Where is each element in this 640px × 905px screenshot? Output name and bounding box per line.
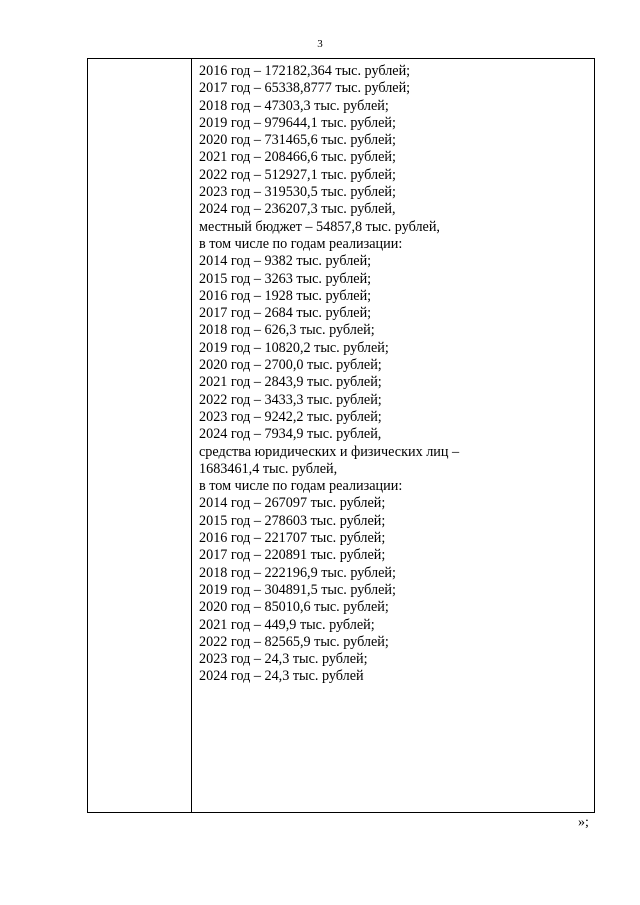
financing-line: 2019 год – 10820,2 тыс. рублей; bbox=[199, 339, 389, 356]
financing-line: 2019 год – 979644,1 тыс. рублей; bbox=[199, 114, 396, 131]
financing-line: 2019 год – 304891,5 тыс. рублей; bbox=[199, 581, 396, 598]
financing-line: 2017 год – 220891 тыс. рублей; bbox=[199, 547, 386, 564]
financing-line: 2020 год – 85010,6 тыс. рублей; bbox=[199, 599, 389, 616]
financing-line: 2014 год – 9382 тыс. рублей; bbox=[199, 253, 372, 270]
financing-line: 1683461,4 тыс. рублей, bbox=[199, 460, 338, 477]
table-left-cell bbox=[88, 59, 191, 812]
financing-line: 2022 год – 512927,1 тыс. рублей; bbox=[199, 166, 396, 183]
financing-line: 2015 год – 278603 тыс. рублей; bbox=[199, 512, 386, 529]
financing-line: в том числе по годам реализации: bbox=[199, 478, 403, 495]
column-divider bbox=[191, 59, 192, 812]
financing-line: 2023 год – 9242,2 тыс. рублей; bbox=[199, 408, 382, 425]
financing-line: 2016 год – 221707 тыс. рублей; bbox=[199, 530, 386, 547]
financing-line: 2017 год – 2684 тыс. рублей; bbox=[199, 305, 372, 322]
financing-line: 2023 год – 319530,5 тыс. рублей; bbox=[199, 184, 396, 201]
page-number: 3 bbox=[317, 38, 323, 50]
financing-line: местный бюджет – 54857,8 тыс. рублей, bbox=[199, 218, 440, 235]
financing-line: 2020 год – 731465,6 тыс. рублей; bbox=[199, 132, 396, 149]
financing-table bbox=[87, 58, 595, 813]
financing-line: 2020 год – 2700,0 тыс. рублей; bbox=[199, 357, 382, 374]
closing-quote-mark: »; bbox=[578, 815, 589, 830]
financing-line: 2018 год – 222196,9 тыс. рублей; bbox=[199, 564, 396, 581]
financing-text-cell bbox=[199, 63, 584, 686]
financing-line: 2024 год – 7934,9 тыс. рублей, bbox=[199, 426, 382, 443]
financing-line: 2017 год – 65338,8777 тыс. рублей; bbox=[199, 80, 411, 97]
financing-line: в том числе по годам реализации: bbox=[199, 235, 403, 252]
financing-line: 2024 год – 24,3 тыс. рублей bbox=[199, 668, 364, 685]
financing-line: 2015 год – 3263 тыс. рублей; bbox=[199, 270, 372, 287]
financing-line: 2024 год – 236207,3 тыс. рублей, bbox=[199, 201, 396, 218]
financing-line: 2016 год – 172182,364 тыс. рублей; bbox=[199, 63, 411, 79]
financing-line: 2023 год – 24,3 тыс. рублей; bbox=[199, 651, 368, 668]
financing-line: средства юридических и физических лиц – bbox=[199, 443, 460, 460]
financing-line: 2021 год – 449,9 тыс. рублей; bbox=[199, 616, 375, 633]
financing-line: 2014 год – 267097 тыс. рублей; bbox=[199, 495, 386, 512]
financing-line: 2016 год – 1928 тыс. рублей; bbox=[199, 287, 372, 304]
financing-line: 2021 год – 2843,9 тыс. рублей; bbox=[199, 374, 382, 391]
financing-line: 2022 год – 82565,9 тыс. рублей; bbox=[199, 633, 389, 650]
financing-line: 2018 год – 47303,3 тыс. рублей; bbox=[199, 97, 389, 114]
financing-line: 2022 год – 3433,3 тыс. рублей; bbox=[199, 391, 382, 408]
financing-line: 2021 год – 208466,6 тыс. рублей; bbox=[199, 149, 396, 166]
financing-line: 2018 год – 626,3 тыс. рублей; bbox=[199, 322, 375, 339]
